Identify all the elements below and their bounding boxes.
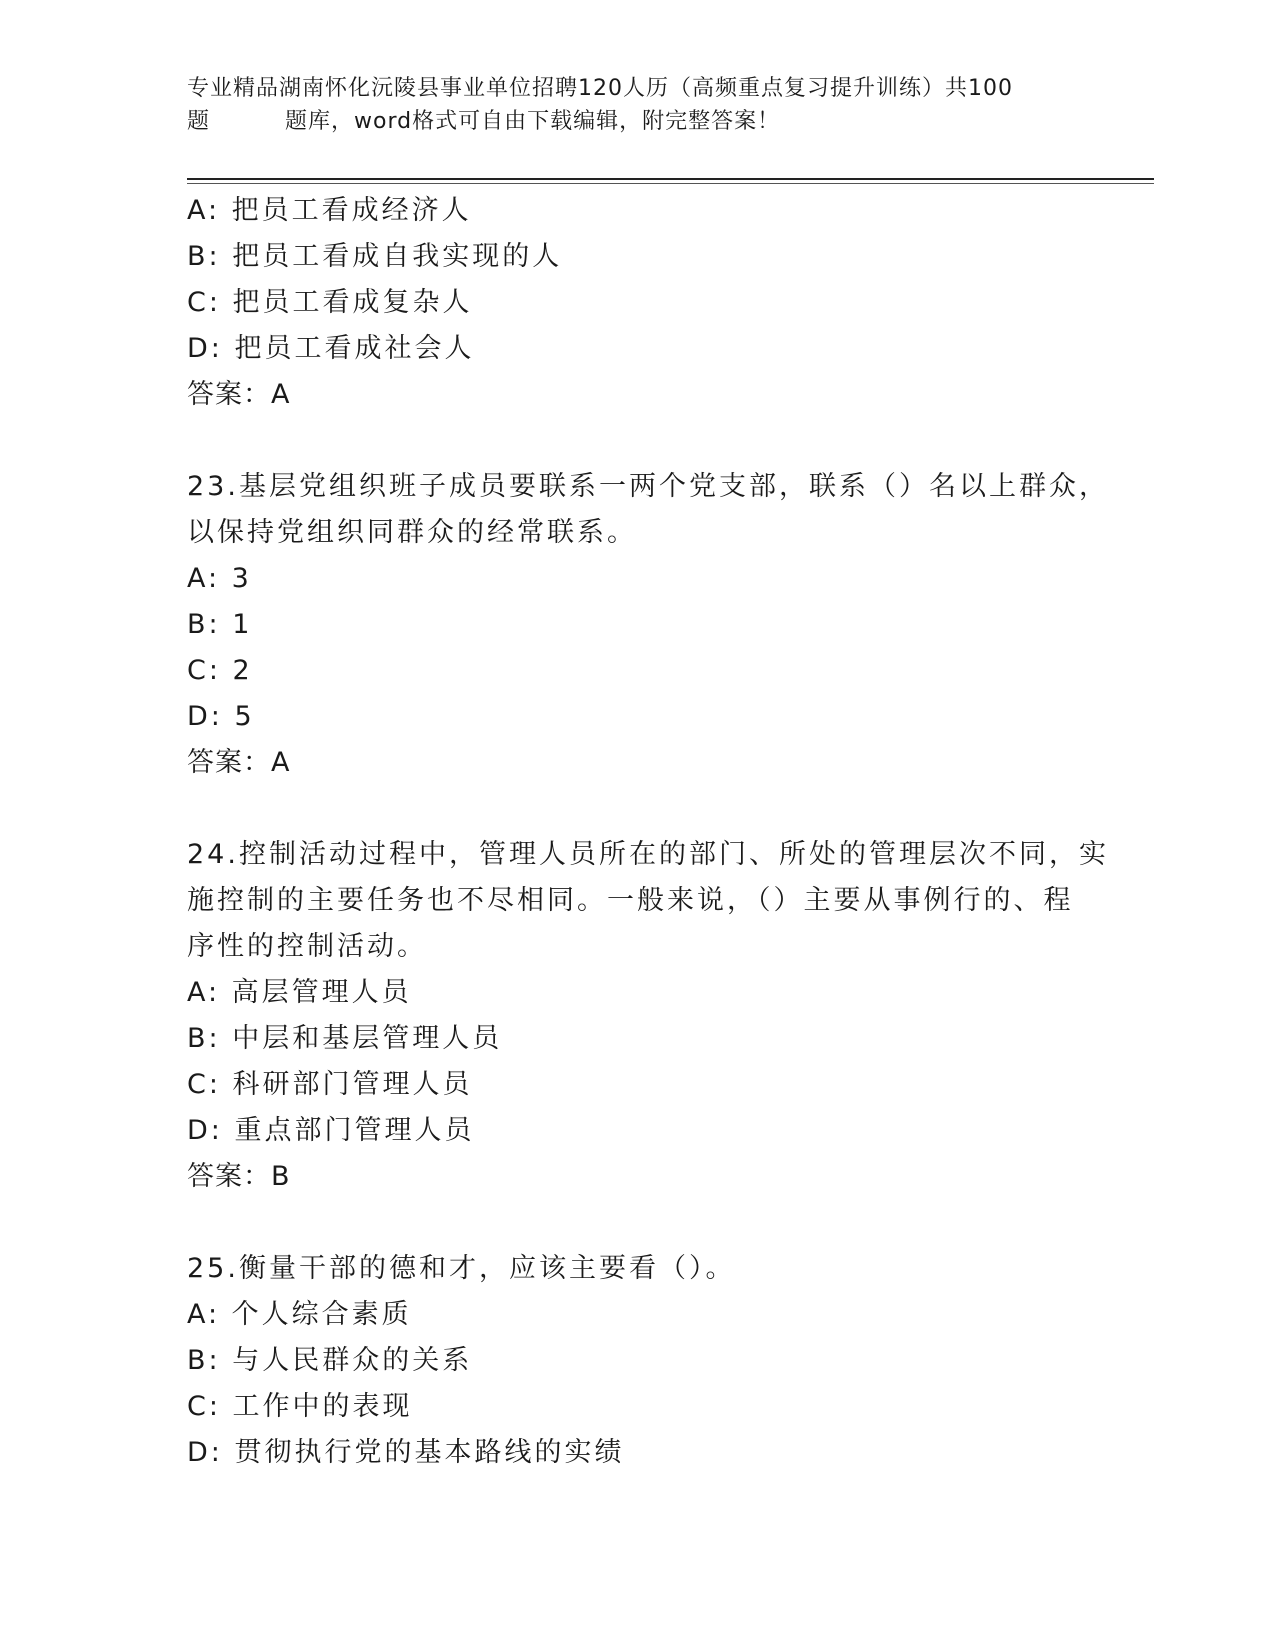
option-c: C: 工作中的表现 [187, 1391, 413, 1422]
option-d: D: 重点部门管理人员 [187, 1115, 475, 1146]
stem-line: 施控制的主要任务也不尽相同。一般来说，（）主要从事例行的、程 [187, 885, 1074, 916]
answer: 答案：A [187, 747, 291, 778]
option-b: B: 与人民群众的关系 [187, 1345, 473, 1376]
question-stem [187, 464, 1109, 556]
header-title-line-2-lead: 题 [187, 109, 211, 134]
question-stem [187, 1246, 1087, 1292]
spacer [187, 1200, 1087, 1246]
option-c: C: 2 [187, 655, 253, 686]
option-a: A: 3 [187, 563, 252, 594]
option-c: C: 把员工看成复杂人 [187, 287, 473, 318]
question-22 [187, 188, 1087, 418]
option-b: B: 把员工看成自我实现的人 [187, 241, 563, 272]
option-a: A: 把员工看成经济人 [187, 195, 472, 226]
spacer [187, 418, 1087, 464]
answer: 答案：B [187, 1161, 291, 1192]
header-title-line-2-rest: 题库，word格式可自由下载编辑，附完整答案！ [285, 109, 781, 134]
page-header [187, 72, 1087, 138]
option-b: B: 1 [187, 609, 253, 640]
question-content [187, 188, 1109, 1476]
question-24 [187, 832, 1109, 1200]
option-d: D: 5 [187, 701, 255, 732]
option-d: D: 贯彻执行党的基本路线的实绩 [187, 1437, 625, 1468]
header-title-line-1: 专业精品湖南怀化沅陵县事业单位招聘120人历（高频重点复习提升训练）共100 [187, 76, 1013, 101]
header-title-line-2 [187, 105, 1087, 138]
header-divider-thick [187, 178, 1154, 180]
stem-line: 23.基层党组织班子成员要联系一两个党支部，联系（）名以上群众， [187, 471, 1109, 502]
question-23 [187, 464, 1109, 786]
header-divider-thin [187, 183, 1154, 184]
answer: 答案：A [187, 379, 291, 410]
stem-line: 25.衡量干部的德和才，应该主要看（）。 [187, 1253, 736, 1284]
spacer [187, 786, 1087, 832]
option-b: B: 中层和基层管理人员 [187, 1023, 503, 1054]
stem-line: 24.控制活动过程中，管理人员所在的部门、所处的管理层次不同，实 [187, 839, 1109, 870]
question-stem [187, 832, 1109, 970]
stem-line: 以保持党组织同群众的经常联系。 [187, 517, 637, 548]
option-d: D: 把员工看成社会人 [187, 333, 475, 364]
option-a: A: 个人综合素质 [187, 1299, 412, 1330]
option-c: C: 科研部门管理人员 [187, 1069, 473, 1100]
question-25 [187, 1246, 1087, 1476]
stem-line: 序性的控制活动。 [187, 931, 427, 962]
option-a: A: 高层管理人员 [187, 977, 412, 1008]
